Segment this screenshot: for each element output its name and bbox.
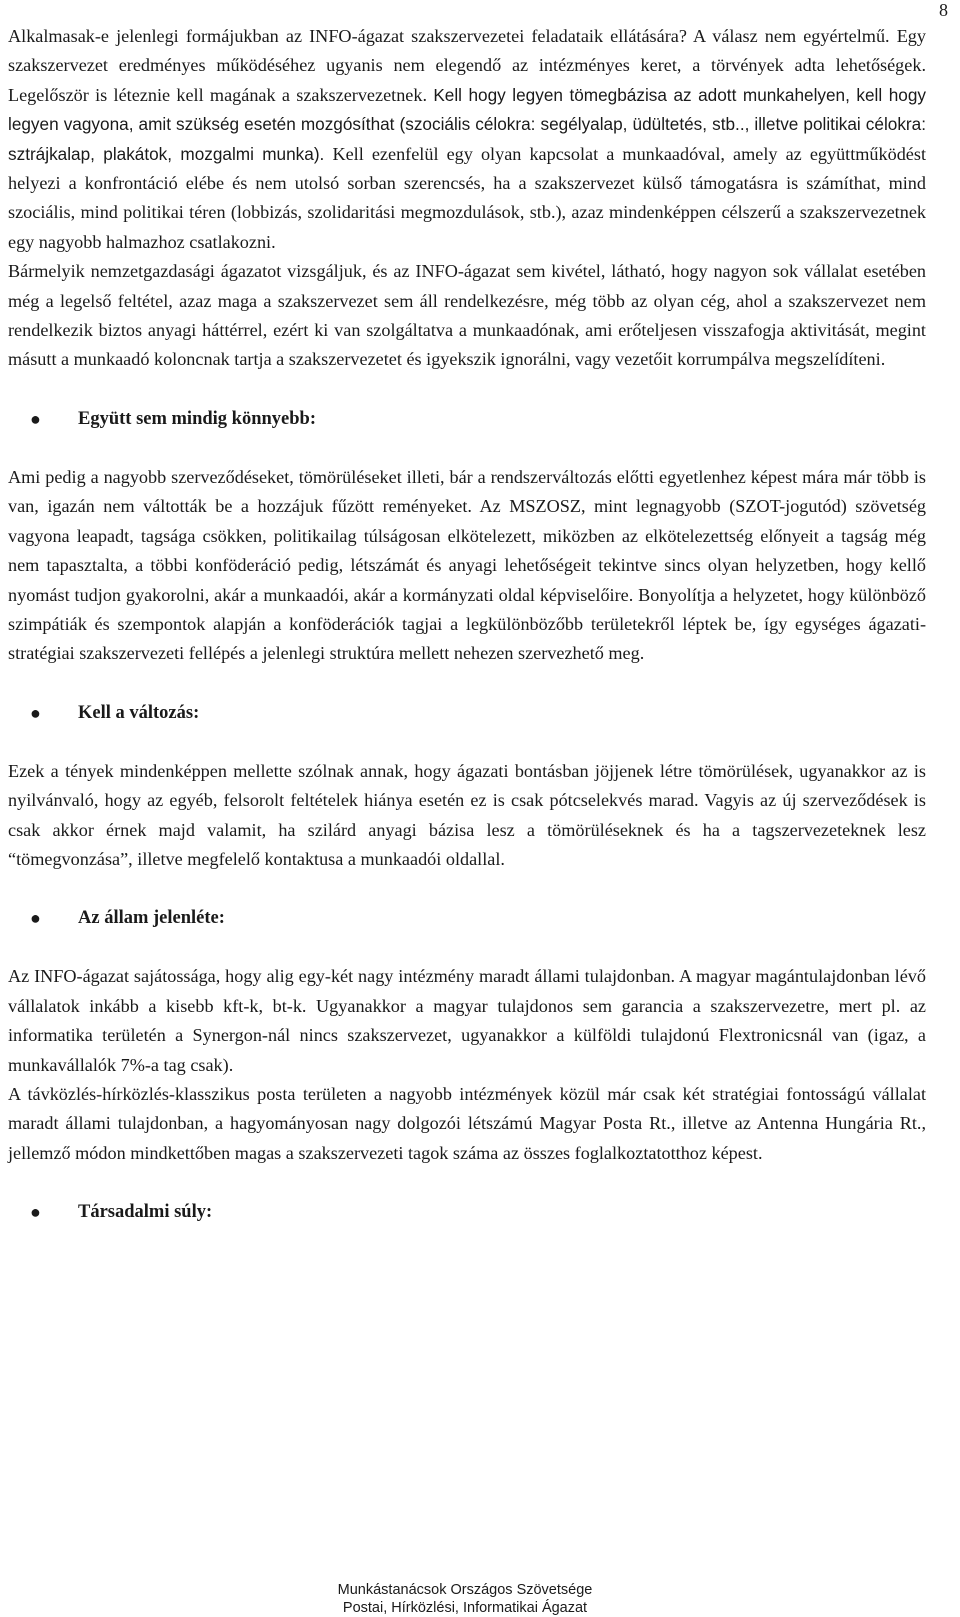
paragraph-state-1: Az INFO-ágazat sajátossága, hogy alig egy-két nagy intézmény maradt állami tulajdonban. A magyar magántulajdonban lévő vállalatok inkább a kisebb kft-k, bt-k. Ugyanakkor a magyar tulajdonos sem garancia a szakszervezetre, mert pl. az informatika területén a Synergon-nál nincs szakszervezet, ugyanakkor a külföldi tulajdonú Flextronicsnál van (igaz, a munkavállalók 7%-a tag csak). [8,966,926,1075]
paragraph-together: Ami pedig a nagyobb szerveződéseket, tömörüléseket illeti, bár a rendszerváltozás előtti egyetlenhez képest mára már több is van, igazán nem váltották be a hozzájuk fűzött reményeket. Az MSZOSZ, mint legnagyobb (SZOT-jogutód) szövetség vagyona leapadt, tagsága csökken, politikailag túlságosan elkötelezett, miközben az elkötelezettség előnyeit a tagság még nem tapasztalta, a többi konföderáció pedig, létszámát és anyagi lehetőségeit tekintve sincs olyan helyzetben, hogy kellő nyomást tudjon gyakorolni, akár a munkaadói, akár a kormányzati oldal képviselőire. Bonyolítja a helyzetet, hogy különböző szimpátiák és szempontok alapján a konföderációk tagjai a legkülönbözőbb területekről léptek be, így egységes ágazati-stratégiai szakszervezeti fellépés a jelenlegi struktúra mellett nehezen szervezhető meg. [8,466,926,664]
intro-sans-text-2: ., illetve politikai célokra: sztrájkalap, plakátok, mozgalmi munka). [8,114,926,164]
paragraph-intro [8,22,926,257]
paragraph-state-2: A távközlés-hírközlés-klasszikus posta területen a nagyobb intézmények közül már csak két stratégiai fontosságú vállalat maradt állami tulajdonban, a hagyományosan nagy dolgozói létszámú Magyar Posta Rt., illetve az Antenna Hungária Rt., jellemző módon mindkettőben magas a szakszervezeti tagok száma az összes foglalkoztatotthoz képest. [8,1083,926,1163]
bullet-icon: ● [30,702,41,723]
bullet-icon: ● [30,908,41,929]
footer-organization: Munkástanácsok Országos Szövetsége [337,1582,593,1598]
section-heading-social-weight [8,1198,926,1227]
section-heading-text: Együtt sem mindig könnyebb: [78,408,316,429]
document-body [8,22,926,1227]
bullet-icon: ● [30,408,41,429]
intro-rest-text: Kell ezenfelül egy olyan kapcsolat a munkaadóval, amely az együttműködést helyezi a konfrontáció elébe és nem utolsó sorban szerencsés, ha a szakszervezet külső támogatásra is számíthat, mind szociális, mind politikai téren (lobbizás, szolidaritási megmozdulások, stb.), azaz mindenképpen célszerű a szakszervezetnek egy nagyobb halmazhoz csatlakozni. [8,143,927,252]
section-heading-change [8,699,926,728]
page-footer [0,1581,930,1617]
intro-sans-text: Kell hogy legyen tömegbázisa az adott munkahelyen, kell hogy legyen vagyona, amit szükség esetén mozgósíthat (szociális célokra: segélyalap, üdültetés, stb. [8,84,926,135]
footer-sector: Postai, Hírközlési, Informatikai Ágazat [342,1600,588,1616]
section-heading-text: Társadalmi súly: [78,1202,213,1223]
section-heading-text: Az állam jelenléte: [78,908,225,929]
paragraph-change: Ezek a tények mindenképpen mellette szólnak annak, hogy ágazati bontásban jöjjenek létre tömörülések, ugyanakkor az is nyilvánvaló, hogy az egyéb, felsorolt feltételek hiánya esetén ez is csak pótcselekvés marad. Vagyis az új szerveződések is csak akkor érnek majd valamit, ha szilárd anyagi bázisa lesz a tömörüléseknek és ha a tagszervezeteknek lesz “tömegvonzása”, illetve megfelelő kontaktusa a munkaadói oldallal. [8,760,926,869]
section-heading-text: Kell a változás: [78,702,200,723]
intro-serif-text: Alkalmasak-e jelenlegi formájukban az INFO-ágazat szakszervezetei feladataik ellátására? A válasz nem egyértelmű. Egy szakszervezet eredményes működéséhez ugyanis nem elegendő az intézményes keret, a törvények adta lehetőségek. Legelőször is léteznie kell magának a szakszervezetnek. [8,26,926,105]
page-number: 8 [939,0,948,20]
section-heading-together [8,405,926,434]
bullet-icon: ● [30,1202,41,1223]
paragraph-sector-analysis: Bármelyik nemzetgazdasági ágazatot vizsgáljuk, és az INFO-ágazat sem kivétel, látható, hogy nagyon sok vállalat esetében még a legelső feltétel, azaz maga a szakszervezet sem áll rendelkezésre, még több az olyan cég, ahol a szakszervezet nem rendelkezik biztos anyagi háttérrel, ezért ki van szolgáltatva a munkaadónak, ami erőteljesen visszafogja aktivitását, megint másutt a munkaadó koloncnak tartja a szakszervezetet és igyekszik ignorálni, vagy vezetőit korrumpálva megszelídíteni. [8,261,926,370]
section-heading-state [8,904,926,933]
